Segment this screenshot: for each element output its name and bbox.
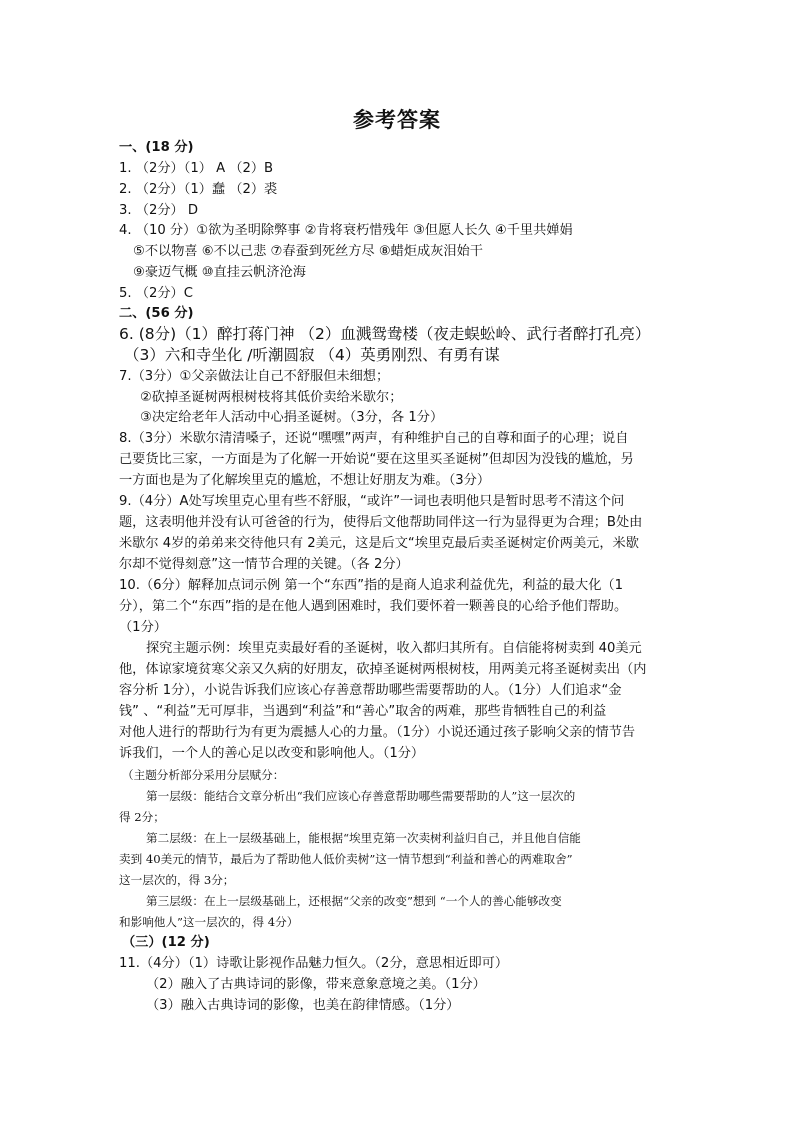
- answer-line: （1分）: [119, 620, 167, 635]
- scoring-note: 卖到 40美元的情节，最后为了帮助他人低价卖树”这一情节想到“利益和善心的两难取舍”: [119, 852, 573, 866]
- answer-line: 11.（4分）（1）诗歌让影视作品魅力恒久。（2分，意思相近即可）: [119, 956, 509, 971]
- scoring-note: 第二层级：在上一层级基础上，能根据“埃里克第一次卖树利益归自己，并且他自信能: [146, 831, 581, 845]
- answer-line: 探究主题示例：埃里克卖最好看的圣诞树，收入都归其所有。自信能将树卖到 40美元: [146, 641, 642, 656]
- answer-line: 2. （2分）（1）蠢 （2）裘: [119, 182, 278, 197]
- answer-line: 3. （2分） D: [119, 203, 199, 218]
- answer-line: ⑤不以物喜 ⑥不以己悲 ⑦春蚕到死丝方尽 ⑧蜡炬成灰泪始干: [133, 244, 483, 259]
- answer-line: （3）六和寺坐化 /听潮圆寂 （4）英勇刚烈、有勇有谋: [124, 346, 500, 364]
- section-heading-3: （三）(12 分): [122, 935, 210, 950]
- answer-line: ⑨豪迈气概 ⑩直挂云帆济沧海: [133, 265, 306, 280]
- answer-line: 一方面也是为了化解埃里克的尴尬，不想让好朋友为难。（3分）: [119, 473, 491, 488]
- answer-line: 9.（4分）A处写埃里克心里有些不舒服，“或许”一词也表明他只是暂时思考不清这个问: [119, 494, 625, 509]
- scoring-note: 和影响他人”这一层次的，得 4分）: [119, 915, 299, 929]
- section-heading-2: 二、(56 分): [119, 306, 194, 321]
- section-heading-1: 一、(18 分): [119, 140, 194, 155]
- answer-line: 己要货比三家，一方面是为了化解一开始说“要在这里买圣诞树”但却因为没钱的尴尬，另: [119, 452, 634, 467]
- answer-line: 5. （2分）C: [119, 286, 193, 301]
- answer-line: 尔却不觉得刻意”这一情节合理的关键。（各 2分）: [119, 557, 409, 572]
- answer-line: 他，体谅家境贫寒父亲又久病的好朋友，砍掉圣诞树两根树枝，用两美元将圣诞树卖出（内: [119, 662, 647, 677]
- answer-line: 容分析 1分），小说告诉我们应该心存善意帮助哪些需要帮助的人。（1分）人们追求“金: [119, 683, 622, 698]
- answer-line: 诉我们，一个人的善心足以改变和影响他人。（1分）: [119, 746, 425, 761]
- answer-line: 1. （2分）（1） A （2）B: [119, 161, 274, 176]
- answer-line: 4. （10 分）①欲为圣明除弊事 ②肯将衰朽惜残年 ③但愿人长久 ④千里共婵娟: [119, 223, 573, 238]
- answer-line: 10.（6分）解释加点词示例 第一个“东西”指的是商人追求利益优先，利益的最大化（1: [119, 578, 623, 593]
- scoring-note: 第三层级：在上一层级基础上，还根据“父亲的改变”想到 “一个人的善心能够改变: [146, 894, 562, 908]
- answer-line: ③决定给老年人活动中心捐圣诞树。（3分，各 1分）: [140, 410, 444, 425]
- page-title: 参考答案: [353, 108, 441, 132]
- answer-line: 7.（3分）①父亲做法让自己不舒服但未细想；: [119, 369, 390, 384]
- answer-line: 6. (8分)（1）醉打蒋门神 （2）血溅鸳鸯楼（夜走蜈蚣岭、武行者醉打孔亮）: [119, 325, 651, 343]
- answer-line: 米歇尔 4岁的弟弟来交待他只有 2美元，这是后文“埃里克最后卖圣诞树定价两美元，米歇: [119, 536, 639, 551]
- answer-line: 分），第二个“东西”指的是在他人遇到困难时，我们要怀着一颗善良的心给予他们帮助。: [119, 599, 628, 614]
- scoring-note: （主题分析部分采用分层赋分：: [122, 768, 285, 782]
- answer-line: （3）融入古典诗词的影像，也美在韵律情感。（1分）: [146, 998, 460, 1013]
- answer-line: 8.（3分）米歇尔清清嗓子，还说“嘿嘿”两声，有种维护自己的自尊和面子的心理；说自: [119, 431, 629, 446]
- scoring-note: 得 2分；: [119, 810, 165, 824]
- answer-line: （2）融入了古典诗词的影像，带来意象意境之美。（1分）: [146, 977, 486, 992]
- answer-line: 钱” 、“利益”无可厚非，当遇到“利益”和“善心”取舍的两难，那些肯牺牲自己的利益: [119, 704, 607, 719]
- answer-line: ②砍掉圣诞树两根树枝将其低价卖给米歇尔；: [140, 390, 403, 405]
- answer-line: 题，这表明他并没有认可爸爸的行为，使得后文他帮助同伴这一行为显得更为合理；B处由: [119, 515, 643, 530]
- answer-line: 对他人进行的帮助行为有更为震撼人心的力量。（1分）小说还通过孩子影响父亲的情节告: [119, 725, 636, 740]
- scoring-note: 这一层次的，得 3分；: [119, 873, 235, 887]
- scoring-note: 第一层级：能结合文章分析出“我们应该心存善意帮助哪些需要帮助的人”这一层次的: [146, 789, 576, 803]
